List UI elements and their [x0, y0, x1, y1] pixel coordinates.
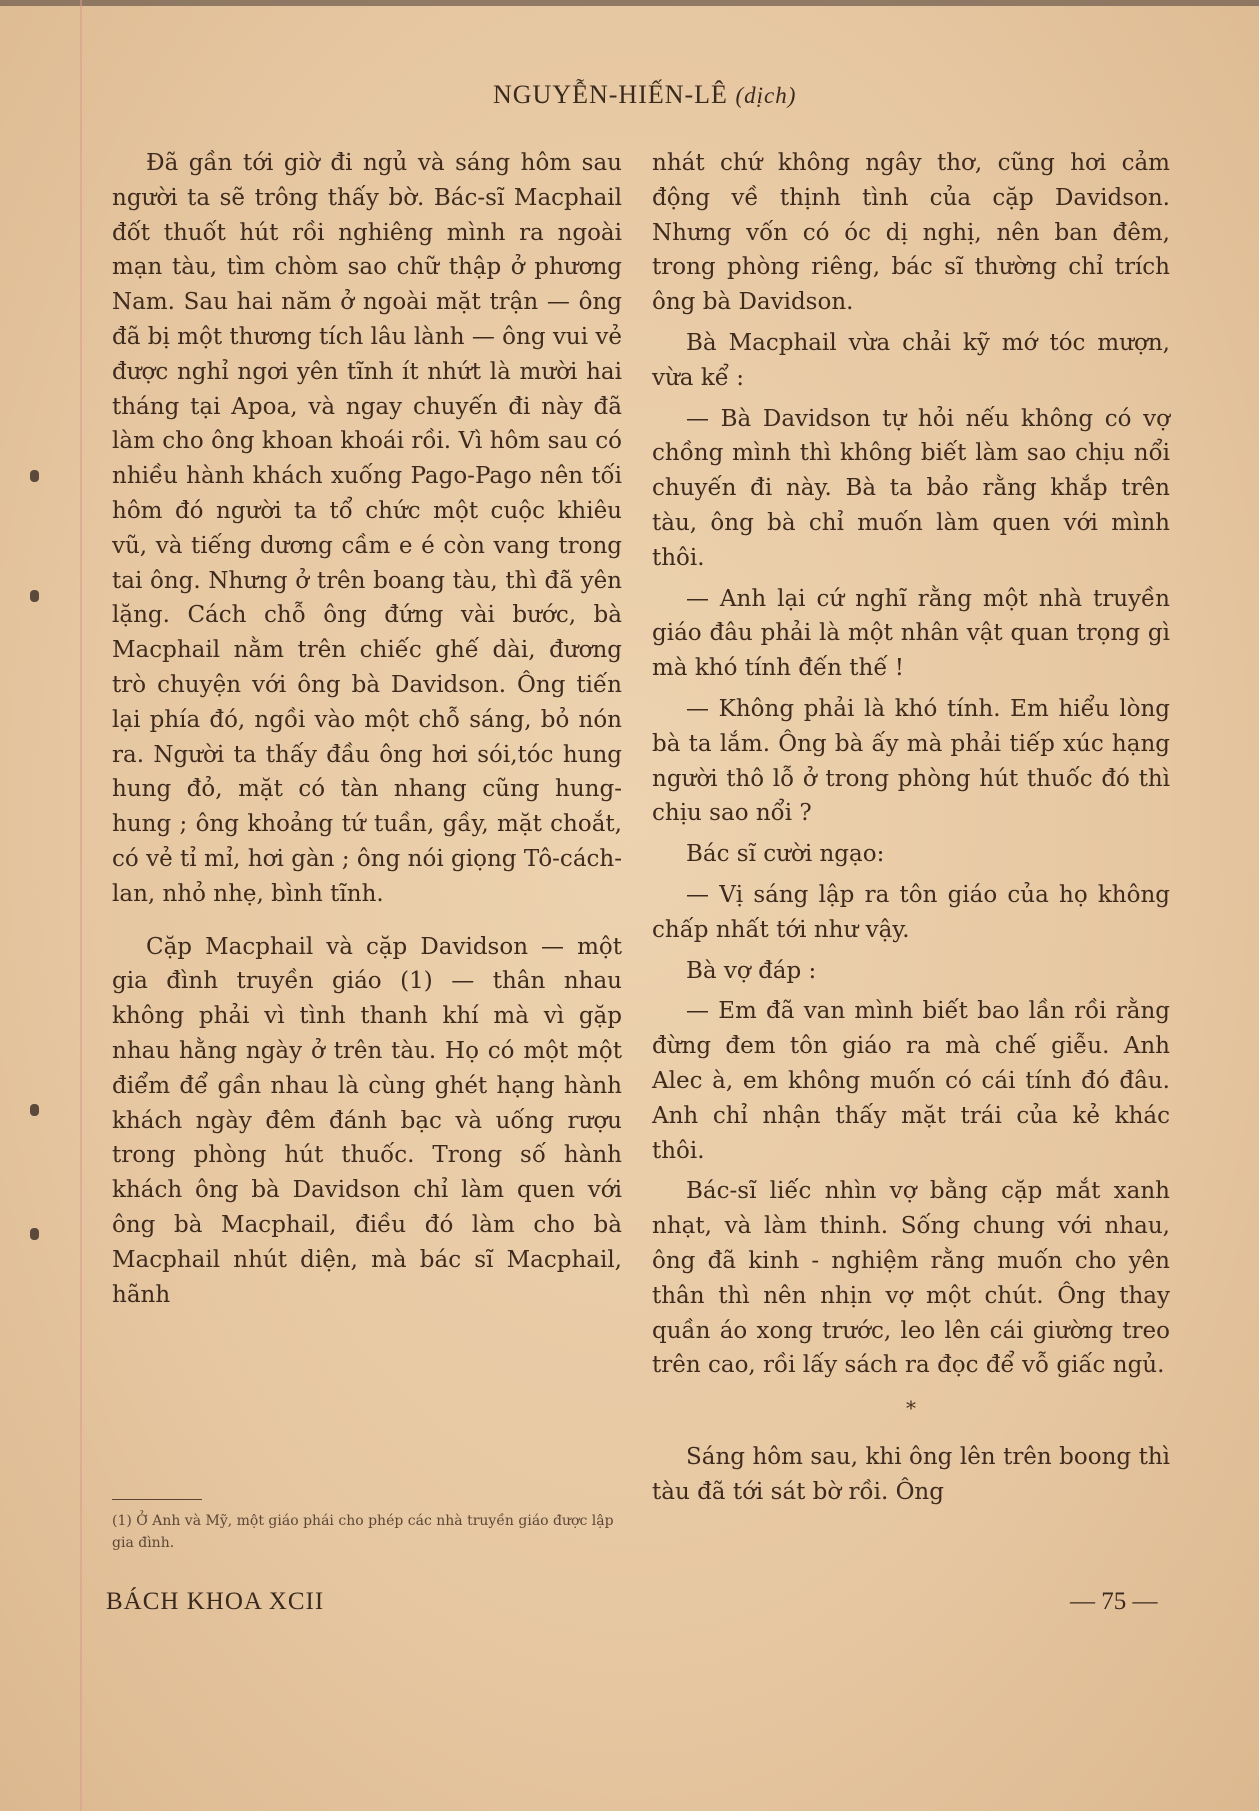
right-column	[652, 146, 1170, 1515]
paragraph: Bác sĩ cười ngạo:	[686, 841, 885, 868]
page-number: — 75 —	[1070, 1588, 1158, 1615]
binding-hole	[30, 1104, 39, 1116]
paragraph: Đã gần tới giờ đi ngủ và sáng hôm sau người ta sẽ trông thấy bờ. Bác-sĩ Macphail đốt thuốt hút rồi nghiêng mình ra ngoài mạn tàu, tìm chòm sao chữ thập ở phương Nam. Sau hai năm ở ngoài mặt trận — ông đã bị một thương tích lâu lành — ông vui vẻ được nghỉ ngơi yên tĩnh ít nhứt là mười hai tháng tại Apoa, và ngay chuyến đi này đã làm cho ông khoan khoái rồi. Vì hôm sau có nhiều hành khách xuống Pago-Pago nên tối hôm đó người ta tổ chức một cuộc khiêu vũ, và tiếng dương cầm e é còn vang trong tai ông. Nhưng ở trên boang tàu, thì đã yên lặng. Cách chỗ ông đứng vài bước, bà Macphail nằm trên chiếc ghế dài, đương trò chuyện với ông bà Davidson. Ông tiến lại phía đó, ngồi vào một chỗ sáng, bỏ nón ra. Người ta thấy đầu ông hơi sói,tóc hung hung đỏ, mặt có tàn nhang cũng hung-hung ; ông khoảng tứ tuần, gầy, mặt choắt, có vẻ tỉ mỉ, hơi gàn ; ông nói giọng Tô-cách-lan, nhỏ nhẹ, bình tĩnh.	[112, 150, 622, 907]
footnote-rule	[112, 1499, 202, 1500]
paragraph: — Anh lại cứ nghĩ rằng một nhà truyền giáo đâu phải là một nhân vật quan trọng gì mà khó tính đến thế !	[652, 585, 1170, 682]
paragraph: Bác-sĩ liếc nhìn vợ bằng cặp mắt xanh nhạt, và làm thinh. Sống chung với nhau, ông đã kinh - nghiệm rằng muốn cho yên thân thì nên nhịn vợ một chút. Ông thay quần áo xong trước, leo lên cái giường treo trên cao, rồi lấy sách ra đọc để vỗ giấc ngủ.	[652, 1178, 1170, 1379]
paragraph: — Bà Davidson tự hỏi nếu không có vợ chồng mình thì không biết làm sao chịu nổi chuyến đi này. Bà ta bảo rằng khắp trên tàu, ông bà chỉ muốn làm quen với mình thôi.	[652, 405, 1170, 571]
page-top-edge	[0, 0, 1259, 6]
running-header	[493, 80, 893, 110]
margin-line	[80, 0, 82, 1811]
paragraph: Bà vợ đáp :	[686, 957, 817, 984]
footnote: (1) Ở Anh và Mỹ, một giáo phái cho phép các nhà truyền giáo được lập gia đình.	[112, 1513, 614, 1551]
header-author: NGUYỄN-HIẾN-LÊ	[493, 80, 728, 109]
binding-hole	[30, 590, 39, 602]
binding-hole	[30, 470, 39, 482]
section-separator: *	[906, 1396, 916, 1421]
binding-hole	[30, 1228, 39, 1240]
publication-name: BÁCH KHOA XCII	[106, 1588, 325, 1615]
paragraph: nhát chứ không ngây thơ, cũng hơi cảm động về thịnh tình của cặp Davidson. Nhưng vốn có óc dị nghị, nên ban đêm, trong phòng riêng, bác sĩ thường chỉ trích ông bà Davidson.	[652, 150, 1170, 316]
paragraph: Cặp Macphail và cặp Davidson — một gia đình truyền giáo (1) — thân nhau không phải vì tình thanh khí mà vì gặp nhau hằng ngày ở trên tàu. Họ có một một điểm để gần nhau là cùng ghét hạng hành khách ngày đêm đánh bạc và uống rượu trong phòng hút thuốc. Trong số hành khách ông bà Davidson chỉ làm quen với ông bà Macphail, điều đó làm cho bà Macphail nhút diện, mà bác sĩ Macphail, hãnh	[112, 933, 622, 1308]
left-column	[112, 146, 622, 1318]
header-note: (dịch)	[735, 83, 797, 108]
paragraph: Bà Macphail vừa chải kỹ mớ tóc mượn, vừa kể :	[652, 329, 1170, 391]
paragraph: — Vị sáng lập ra tôn giáo của họ không chấp nhất tới như vậy.	[652, 881, 1170, 943]
paragraph: Sáng hôm sau, khi ông lên trên boong thì tàu đã tới sát bờ rồi. Ông	[652, 1443, 1170, 1505]
paragraph: — Em đã van mình biết bao lần rồi rằng đừng đem tôn giáo ra mà chế giễu. Anh Alec à, em không muốn có cái tính đó đâu. Anh chỉ nhận thấy mặt trái của kẻ khác thôi.	[652, 998, 1170, 1164]
paragraph: — Không phải là khó tính. Em hiểu lòng bà ta lắm. Ông bà ấy mà phải tiếp xúc hạng người thô lỗ ở trong phòng hút thuốc đó thì chịu sao nổi ?	[652, 695, 1170, 827]
